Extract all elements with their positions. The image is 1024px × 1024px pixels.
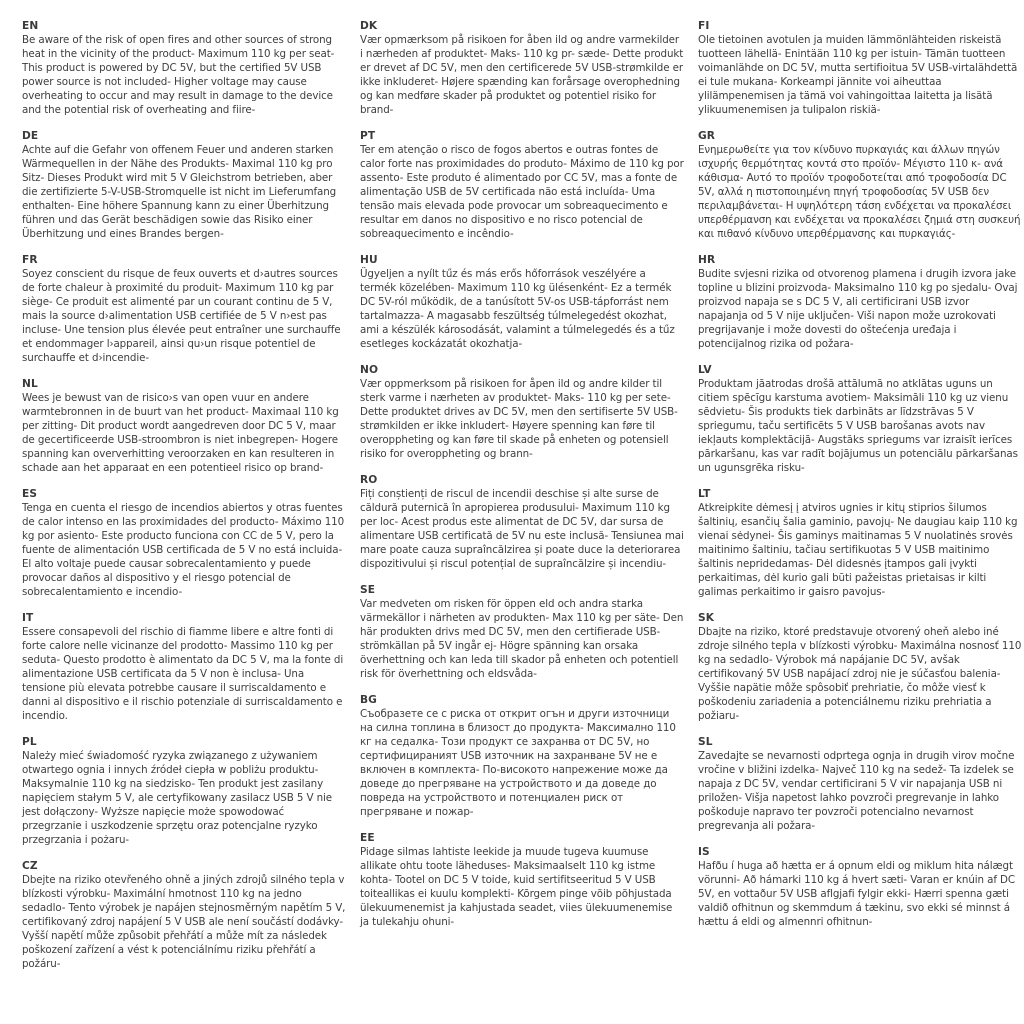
language-code-label: GR xyxy=(698,130,716,142)
column-1 xyxy=(22,19,346,1024)
warning-text: Pidage silmas lahtiste leekide ja muude tugeva kuumuse allikate ohtu toote läheduses- Maksimaalselt 110 kg istme kohta- Tootel on DC 5 V toide, kuid sertifitseeritud 5 V USB toiteallikas ei kuulu komplekti- Kõrgem pinge võib põhjustada ülekuumenemist ja kahjustada seadet, viies ülekuumenemise ja tulekahju ohuni- xyxy=(360,846,673,928)
language-code-label: PT xyxy=(360,130,376,142)
language-code-label: CZ xyxy=(22,860,38,872)
language-section-se xyxy=(360,583,684,681)
warning-text: Tenga en cuenta el riesgo de incendios abiertos y otras fuentes de calor intenso en las proximidades del producto- Máximo 110 kg por asiento- Este producto funciona con CC de 5 V, pero la fuente de alimentación USB certificada de 5 V no está incluida- El alto voltaje puede causar sobrecalentamiento y puede provocar daños al dispositivo y el riesgo potencial de sobrecalentamiento e incendio- xyxy=(22,502,345,598)
warning-text: Należy mieć świadomość ryzyka związanego z używaniem otwartego ognia i innych źródeł ciepła w pobliżu produktu- Maksymalnie 110 kg na siedzisko- Ten produkt jest zasilany napięciem stałym 5 V, ale certyfikowany zasilacz USB 5 V nie jest dołączony- Wyższe napięcie może spowodować przegrzanie i uszkodzenie sprzętu oraz potencjalne ryzyko przegrzania i pożaru- xyxy=(22,750,333,846)
language-code-label: ES xyxy=(22,488,38,500)
language-section-pl xyxy=(22,735,346,847)
language-section-sl xyxy=(698,735,1022,833)
language-code-label: NO xyxy=(360,364,379,376)
language-code-label: RO xyxy=(360,474,378,486)
warning-text: Atkreipkite dėmesį į atviros ugnies ir kitų stiprios šilumos šaltinių, esančių šalia gaminio, pavojų- Ne daugiau kaip 110 kg vienai sėdynei- Šis gaminys maitinamas 5 V nuolatinės srovės maitinimo šaltiniu, tačiau sertifikuotas 5 V USB maitinimo šaltinis nepridedamas- Dėl didesnės įtampos gali įvykti perkaitimas, dėl kurio gali būti pažeistas prietaisas ir kilti galimas perkaitimo ir gaisro pavojus- xyxy=(698,502,1018,598)
language-code-label: DK xyxy=(360,20,378,32)
warning-text: Ügyeljen a nyílt tűz és más erős hőforrások veszélyére a termék közelében- Maximum 110 kg ülésenként- Ez a termék DC 5V-ról működik, de a tanúsított 5V-os USB-tápforrást nem tartalmazza- A magasabb feszültség túlmelegedést okozhat, ami a készülék károsodását, valamint a túlmelegedés és a tűz esetleges kockázatát okozhatja- xyxy=(360,268,675,350)
warning-text: Ole tietoinen avotulen ja muiden lämmönlähteiden riskeistä tuotteen lähellä- Enintään 110 kg per istuin- Tämän tuotteen voimanlähde on DC 5V, mutta sertifioitua 5V USB-virtalähdettä ei tule mukana- Korkeampi jännite voi aiheuttaa ylilämpenemisen ja tämä voi vahingoittaa laitetta ja lisätä ylikuumenemisen ja tulipalon riskiä- xyxy=(698,34,1018,116)
warning-text: Achte auf die Gefahr von offenem Feuer und anderen starken Wärmequellen in der Nähe des Produkts- Maximal 110 kg pro Sitz- Dieses Produkt wird mit 5 V Gleichstrom betrieben, aber die zertifizierte 5-V-USB-Stromquelle ist nicht im Lieferumfang enthalten- Eine höhere Spannung kann zu einer Überhitzung führen und das Gerät beschädigen sowie das Risiko einer Überhitzung und eines Brandes bergen- xyxy=(22,144,337,240)
language-code-label: FI xyxy=(698,20,710,32)
warning-text: Soyez conscient du risque de feux ouverts et d›autres sources de forte chaleur à proximité du produit- Maximum 110 kg par siège- Ce produit est alimenté par un courant continu de 5 V, mais la source d›alimentation USB certifiée de 5 V n›est pas incluse- Une tension plus élevée peut entraîner une surchauffe et endommager l›appareil, ainsi qu›un risque potentiel de surchauffe et d›incendie- xyxy=(22,268,341,364)
language-section-ro xyxy=(360,473,684,571)
language-section-ee xyxy=(360,831,684,929)
language-code-label: IS xyxy=(698,846,710,858)
warning-text: Var medveten om risken för öppen eld och andra starka värmekällor i närheten av produkten- Max 110 kg per säte- Den här produkten drivs med DC 5V, men den certifierade USB-strömkällan på 5V ingår ej- Högre spänning kan orsaka överhettning och kan leda till skador på enheten och potentiell risk för överhettning och eldsvåda- xyxy=(360,598,684,680)
language-section-hu xyxy=(360,253,684,351)
warning-text: Съобразете се с риска от открит огън и други източници на силна топлина в близост до продукта- Максимално 110 кг на седалка- Този продукт се захранва от DC 5V, но сертифицираният USB източник на захранване 5V не е включен в комплекта- По-високото напрежение може да доведе до прегряване на устройството и да доведе до повреда на устройството и потенциален риск от прегряване и пожар- xyxy=(360,708,676,818)
language-section-hr xyxy=(698,253,1022,351)
language-code-label: DE xyxy=(22,130,39,142)
language-code-label: FR xyxy=(22,254,38,266)
warning-text: Wees je bewust van de risico›s van open vuur en andere warmtebronnen in de buurt van het product- Maximaal 110 kg per zitting- Dit product wordt aangedreven door DC 5 V, maar de gecertificeerde USB-stroombron is niet inbegrepen- Hogere spanning kan oververhitting veroorzaken en kan resulteren in schade aan het apparaat en een potentieel risico op brand- xyxy=(22,392,339,474)
language-code-label: PL xyxy=(22,736,37,748)
language-section-en xyxy=(22,19,346,117)
warning-text: Zavedajte se nevarnosti odprtega ognja in drugih virov močne vročine v bližini izdelka- Največ 110 kg na sedež- Ta izdelek se napaja z DC 5V, vendar certificirani 5 V vir napajanja USB ni priložen- Višja napetost lahko povzroči pregrevanje in lahko poškoduje napravo ter povzroči potencialno nevarnost pregrevanja ali požara- xyxy=(698,750,1015,832)
language-section-lv xyxy=(698,363,1022,475)
language-code-label: NL xyxy=(22,378,38,390)
language-section-is xyxy=(698,845,1022,929)
language-section-gr xyxy=(698,129,1022,241)
warning-text: Be aware of the risk of open fires and other sources of strong heat in the vicinity of the product- Maximum 110 kg per seat- This product is powered by DC 5V, but the certified 5V USB power source is not included- Higher voltage may cause overheating to occur and may result in damage to the device and the potential risk of overheating and fiire- xyxy=(22,34,335,116)
language-section-cz xyxy=(22,859,346,971)
language-section-dk xyxy=(360,19,684,117)
language-code-label: SK xyxy=(698,612,715,624)
language-code-label: BG xyxy=(360,694,377,706)
warning-text: Ter em atenção o risco de fogos abertos e outras fontes de calor forte nas proximidades do produto- Máximo de 110 kg por assento- Este produto é alimentado por CC 5V, mas a fonte de alimentação USB de 5V certificada não está incluída- Uma tensão mais elevada pode provocar um sobreaquecimento e resultar em danos no dispositivo e no risco potencial de sobreaquecimento e incêndio- xyxy=(360,144,684,240)
language-code-label: HR xyxy=(698,254,716,266)
language-section-sk xyxy=(698,611,1022,723)
warning-text: Budite svjesni rizika od otvorenog plamena i drugih izvora jake topline u blizini proizvoda- Maksimalno 110 kg po sjedalu- Ovaj proizvod napaja se s DC 5 V, ali certificirani USB izvor napajanja od 5 V nije uključen- Viši napon može uzrokovati pregrijavanje i može dovesti do oštećenja uređaja i potencijalnog rizika od požara- xyxy=(698,268,1018,350)
language-section-pt xyxy=(360,129,684,241)
warning-text: Dbejte na riziko otevřeného ohně a jiných zdrojů silného tepla v blízkosti výrobku- Maximální hmotnost 110 kg na jedno sedadlo- Tento výrobek je napájen stejnosměrným napětím 5 V, certifikovaný zdroj napájení 5 V USB ale není součástí dodávky- Vyšší napětí může způsobit přehřátí a může mít za následek poškození zařízení a vést k potenciálnímu riziku přehřátí a požáru- xyxy=(22,874,346,970)
language-section-de xyxy=(22,129,346,241)
warning-text: Vær opmærksom på risikoen for åben ild og andre varmekilder i nærheden af produktet- Maks- 110 kg pr- sæde- Dette produkt er drevet af DC 5V, men den certificerede 5V USB-strømkilde er ikke inkluderet- Højere spænding kan forårsage overophedning og kan medføre skader på produktet og potentiel risiko for brand- xyxy=(360,34,684,116)
language-code-label: SL xyxy=(698,736,713,748)
warning-text: Dbajte na riziko, ktoré predstavuje otvorený oheň alebo iné zdroje silného tepla v blízkosti výrobku- Maximálna nosnosť 110 kg na sedadlo- Výrobok má napájanie DC 5V, avšak certifikovaný 5V USB napájací zdroj nie je súčasťou balenia- Vyššie napätie môže spôsobiť prehriatie, čo môže viesť k poškodeniu zariadenia a potenciálnemu riziku prehriatia a požiaru- xyxy=(698,626,1022,722)
column-3 xyxy=(698,19,1022,1024)
language-code-label: EE xyxy=(360,832,375,844)
language-section-nl xyxy=(22,377,346,475)
warning-text: Produktam jāatrodas drošā attālumā no atklātas uguns un citiem spēcīgu karstuma avotiem- Maksimāli 110 kg uz vienu sēdvietu- Šis produkts tiek darbināts ar līdzstrāvas 5 V spriegumu, taču sertificēts 5 V USB barošanas avots nav iekļauts komplektācijā- Augstāks spriegums var izraisīt ierīces pārkaršanu, kas var radīt bojājumus un potenciālu pārkaršanas un ugunsgrēka risku- xyxy=(698,378,1018,474)
warning-text: Essere consapevoli del rischio di fiamme libere e altre fonti di forte calore nelle vicinanze del prodotto- Massimo 110 kg per seduta- Questo prodotto è alimentato da DC 5 V, ma la fonte di alimentazione USB certificata da 5 V non è inclusa- Una tensione più elevata potrebbe causare il surriscaldamento e danni al dispositivo e il rischio potenziale di surriscaldamento e incendio. xyxy=(22,626,344,722)
warning-text: Ενημερωθείτε για τον κίνδυνο πυρκαγιάς και άλλων πηγών ισχυρής θερμότητας κοντά στο προϊόν- Μέγιστο 110 κ- ανά κάθισμα- Αυτό το προϊόν τροφοδοτείται από τροφοδοσία DC 5V, αλλά η πιστοποιημένη πηγή τροφοδοσίας 5V USB δεν περιλαμβάνεται- Η υψηλότερη τάση ενδέχεται να προκαλέσει υπερθέρμανση και ενδέχεται να προκαλέσει ζημιά στη συσκευή και πιθανό κίνδυνο υπερθέρμανσης και πυρκαγιάς- xyxy=(698,144,1021,240)
column-2 xyxy=(360,19,684,1024)
warning-text: Hafðu í huga að hætta er á opnum eldi og miklum hita nálægt vörunni- Að hámarki 110 kg á hvert sæti- Varan er knúin af DC 5V, en vottaður 5V USB aflgjafi fylgir ekki- Hærri spenna gæti valdið ofhitnun og skemmdum á tækinu, svo ekki sé minnst á hættu á eldi og almennri ofhitnun- xyxy=(698,860,1015,928)
language-code-label: LT xyxy=(698,488,711,500)
language-code-label: IT xyxy=(22,612,34,624)
warning-text: Fiți conștienți de riscul de incendii deschise și alte surse de căldură puternică în apropierea produsului- Maximum 110 kg per loc- Acest produs este alimentat de DC 5V, dar sursa de alimentare USB certificată de 5V nu este inclusă- Tensiunea mai mare poate cauza supraîncălzirea și poate duce la deteriorarea dispozitivului și riscul potențial de supraîncălzire și incendiu- xyxy=(360,488,684,570)
warning-text: Vær oppmerksom på risikoen for åpen ild og andre kilder til sterk varme i nærheten av produktet- Maks- 110 kg per sete- Dette produktet drives av DC 5V, men den sertifiserte 5V USB-strømkilden er ikke inkludert- Høyere spenning kan føre til overoppheting og kan føre til skade på enheten og potensiell risiko for overoppheting og brann- xyxy=(360,378,678,460)
language-section-fi xyxy=(698,19,1022,117)
language-code-label: HU xyxy=(360,254,378,266)
language-section-lt xyxy=(698,487,1022,599)
language-code-label: SE xyxy=(360,584,376,596)
language-section-es xyxy=(22,487,346,599)
language-section-bg xyxy=(360,693,684,819)
language-code-label: LV xyxy=(698,364,712,376)
language-section-no xyxy=(360,363,684,461)
language-section-fr xyxy=(22,253,346,365)
language-code-label: EN xyxy=(22,20,39,32)
language-section-it xyxy=(22,611,346,723)
